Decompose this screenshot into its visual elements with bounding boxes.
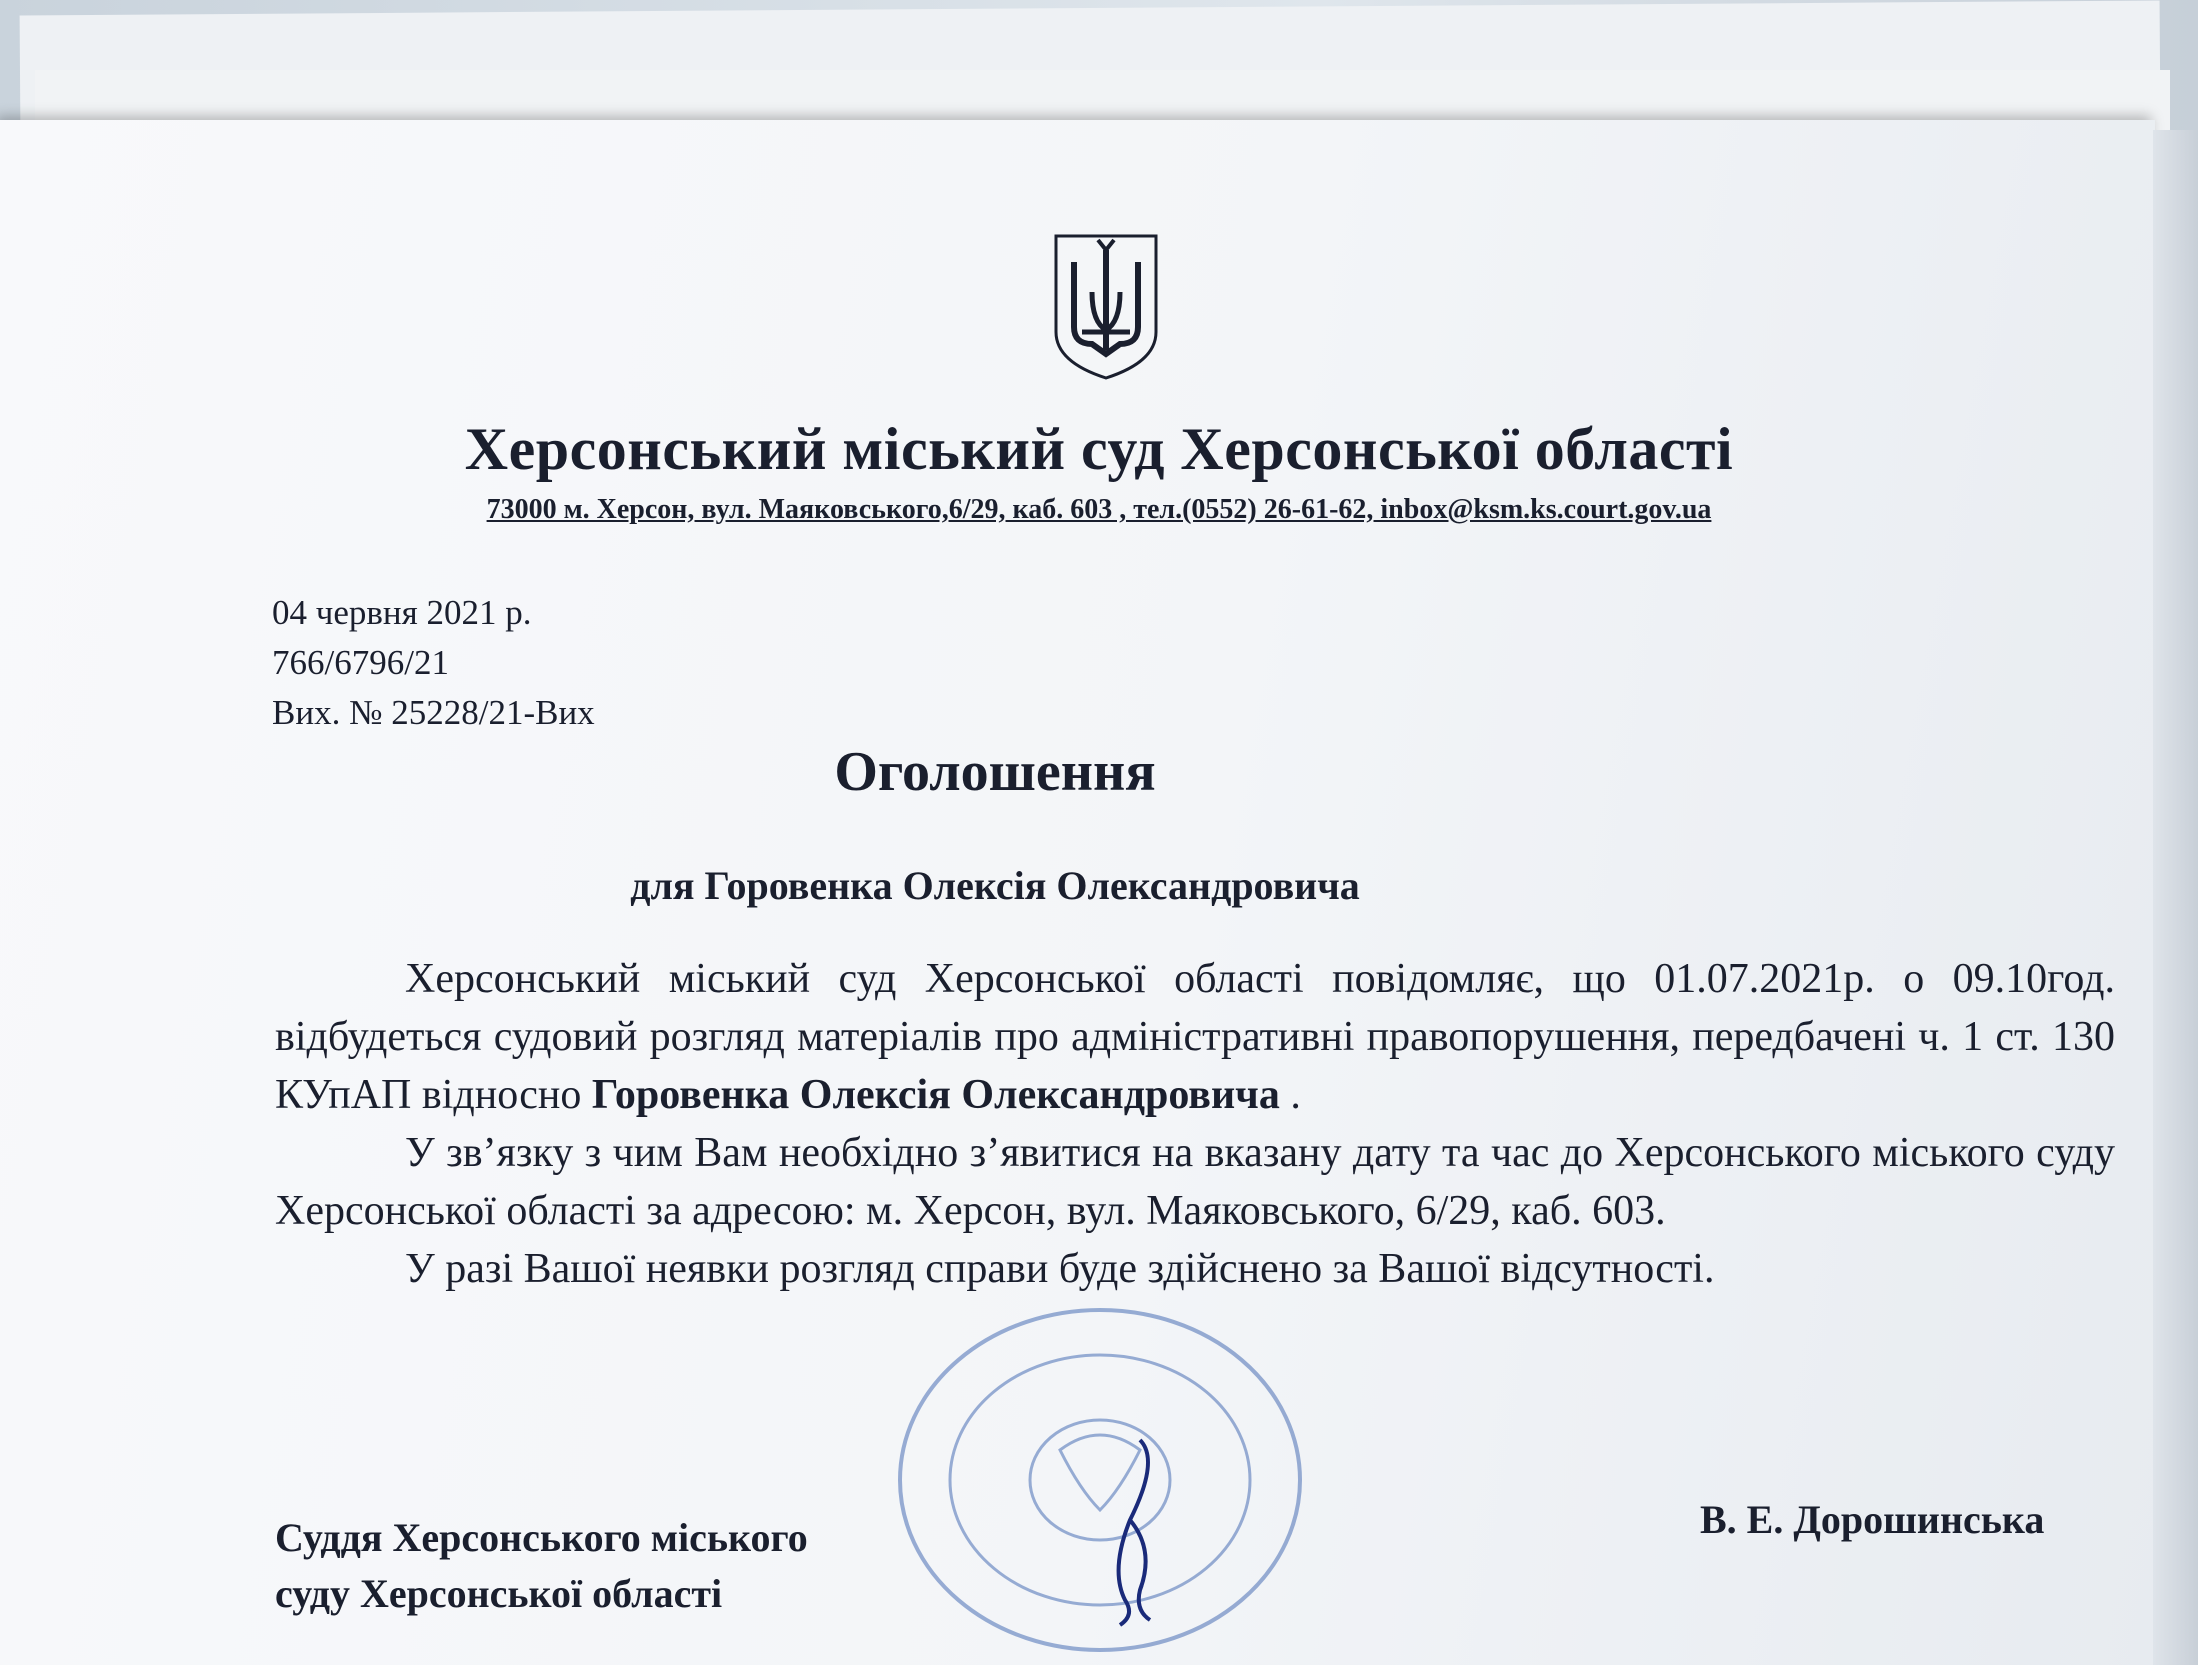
document-date: 04 червня 2021 р. xyxy=(272,593,532,632)
defendant-name: Горовенка Олексія Олександровича xyxy=(591,1072,1280,1118)
paragraph-hearing: Херсонський міський суд Херсонської області повідомляє, що 01.07.2021р. о 09.10год. відбудеться судовий розгляд матеріалів про адміністративні правопорушення, передбачені ч. 1 ст. 130 КУпАП відносно Горовенка Олексія Олександровича . xyxy=(275,956,2115,1118)
judge-signature-icon xyxy=(1080,1430,1190,1630)
sheet-stack-edge xyxy=(2153,130,2198,1665)
document-title: Оголошення xyxy=(834,741,1156,803)
paragraph-absence: У разі Вашої неявки розгляд справи буде здійснено за Вашої відсутності. xyxy=(405,1246,1715,1292)
judge-name: В. Е. Дорошинська xyxy=(1700,1497,2045,1542)
judge-position-line2: суду Херсонської області xyxy=(275,1571,723,1616)
signature-position xyxy=(275,1510,808,1622)
case-number: 766/6796/21 xyxy=(272,643,449,682)
coat-of-arms-icon xyxy=(1052,232,1160,382)
court-title: Херсонський міський суд Херсонської області xyxy=(464,416,1734,482)
addressee: для Горовенка Олексія Олександровича xyxy=(630,863,1360,908)
document-meta xyxy=(272,588,595,738)
notice-body xyxy=(275,950,2115,1298)
judge-position-line1: Суддя Херсонського міського xyxy=(275,1515,808,1560)
paragraph-appearance: У зв’язку з чим Вам необхідно з’явитися на вказану дату та час до Херсонського міського суду Херсонської області за адресою: м. Херсон, вул. Маяковського, 6/29, каб. 603. xyxy=(275,1130,2115,1234)
court-address: 73000 м. Херсон, вул. Маяковського,6/29, каб. 603 , тел.(0552) 26-61-62, inbox@ksm.ks.court.gov.ua xyxy=(486,494,1712,525)
outgoing-number: Вих. № 25228/21-Вих xyxy=(272,693,595,732)
